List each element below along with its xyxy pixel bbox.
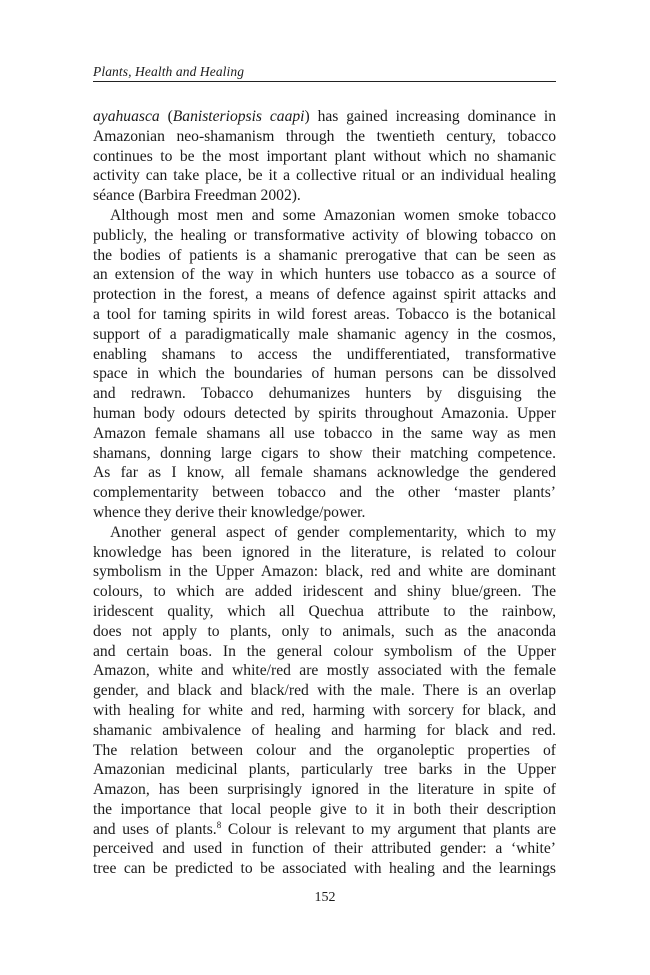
text-line: symbolism in the Upper Amazon: black, red and white are dominant	[93, 563, 556, 581]
text-line: séance (Barbira Freedman 2002).	[93, 187, 301, 205]
text-fragment: and uses of plants.	[93, 820, 217, 838]
text-fragment: Colour is relevant to my argument that plants are	[221, 820, 556, 838]
text-line: shamanic ambivalence of healing and harming for black and red.	[93, 721, 556, 739]
text-line: with healing for white and red, harming with sorcery for black, and	[93, 701, 556, 719]
text-line: whence they derive their knowledge/power.	[93, 503, 366, 521]
text-line: an extension of the way in which hunters use tobacco as a source of	[93, 266, 556, 284]
text-line: does not apply to plants, only to animals, such as the anaconda	[93, 622, 556, 640]
footnote-marker: 8	[216, 819, 222, 830]
text-line: Amazonian neo-shamanism through the twentieth century, tobacco	[93, 127, 556, 145]
text-line: Although most men and some Amazonian women smoke tobacco	[110, 206, 556, 224]
body-text	[93, 107, 556, 879]
text-line: Another general aspect of gender complementarity, which to my	[110, 523, 556, 541]
text-line: activity can take place, be it a collective ritual or an individual healing	[93, 167, 556, 185]
text-line: a tool for taming spirits in wild forest areas. Tobacco is the botanical	[93, 305, 556, 323]
page-number: 152	[314, 890, 336, 905]
text-line: and redrawn. Tobacco dehumanizes hunters by disguising the	[93, 385, 556, 403]
text-line: Amazon female shamans all use tobacco in the same way as men	[93, 424, 556, 442]
text-line: iridescent quality, which all Quechua attribute to the rainbow,	[93, 602, 556, 620]
text-fragment: (	[159, 108, 173, 125]
text-fragment: ) has gained increasing dominance in	[304, 108, 556, 125]
text-line: The relation between colour and the organoleptic properties of	[93, 741, 556, 759]
text-line: tree can be predicted to be associated with healing and the learnings	[93, 860, 556, 878]
italic-term: Banisteriopsis caapi	[172, 108, 305, 125]
text-line: Amazon, white and white/red are mostly associated with the female	[93, 662, 556, 680]
text-line: publicly, the healing or transformative activity of blowing tobacco on	[93, 226, 556, 244]
text-line: the importance that local people give to it in both their description	[93, 800, 556, 818]
text-line	[93, 107, 556, 127]
text-line: Amazon, has been surprisingly ignored in the literature in spite of	[93, 781, 556, 799]
text-line: protection in the forest, a means of defence against spirit attacks and	[93, 286, 556, 304]
text-line: the bodies of patients is a shamanic prerogative that can be seen as	[93, 246, 556, 264]
text-line: shamans, donning large cigars to show their matching competence.	[93, 444, 556, 462]
text-line: colours, to which are added iridescent and shiny blue/green. The	[93, 583, 556, 601]
text-line: knowledge has been ignored in the literature, is related to colour	[93, 543, 556, 561]
text-line: perceived and used in function of their attributed gender: a ‘white’	[93, 840, 556, 858]
text-line: space in which the boundaries of human persons can be dissolved	[93, 365, 556, 383]
text-line: continues to be the most important plant without which no shamanic	[93, 147, 556, 165]
text-line	[93, 820, 556, 840]
italic-term: ayahuasca	[93, 108, 160, 125]
running-head: Plants, Health and Healing	[93, 63, 556, 82]
text-line: gender, and black and black/red with the male. There is an overlap	[93, 682, 556, 700]
text-line: complementarity between tobacco and the other ‘master plants’	[93, 484, 556, 502]
text-line: Amazonian medicinal plants, particularly tree barks in the Upper	[93, 761, 556, 779]
text-line: and certain boas. In the general colour symbolism of the Upper	[93, 642, 556, 660]
text-line: As far as I know, all female shamans acknowledge the gendered	[93, 464, 556, 482]
text-line: support of a paradigmatically male shamanic agency in the cosmos,	[93, 325, 556, 343]
text-line: enabling shamans to access the undifferentiated, transformative	[93, 345, 556, 363]
text-line: human body odours detected by spirits throughout Amazonia. Upper	[93, 404, 556, 422]
